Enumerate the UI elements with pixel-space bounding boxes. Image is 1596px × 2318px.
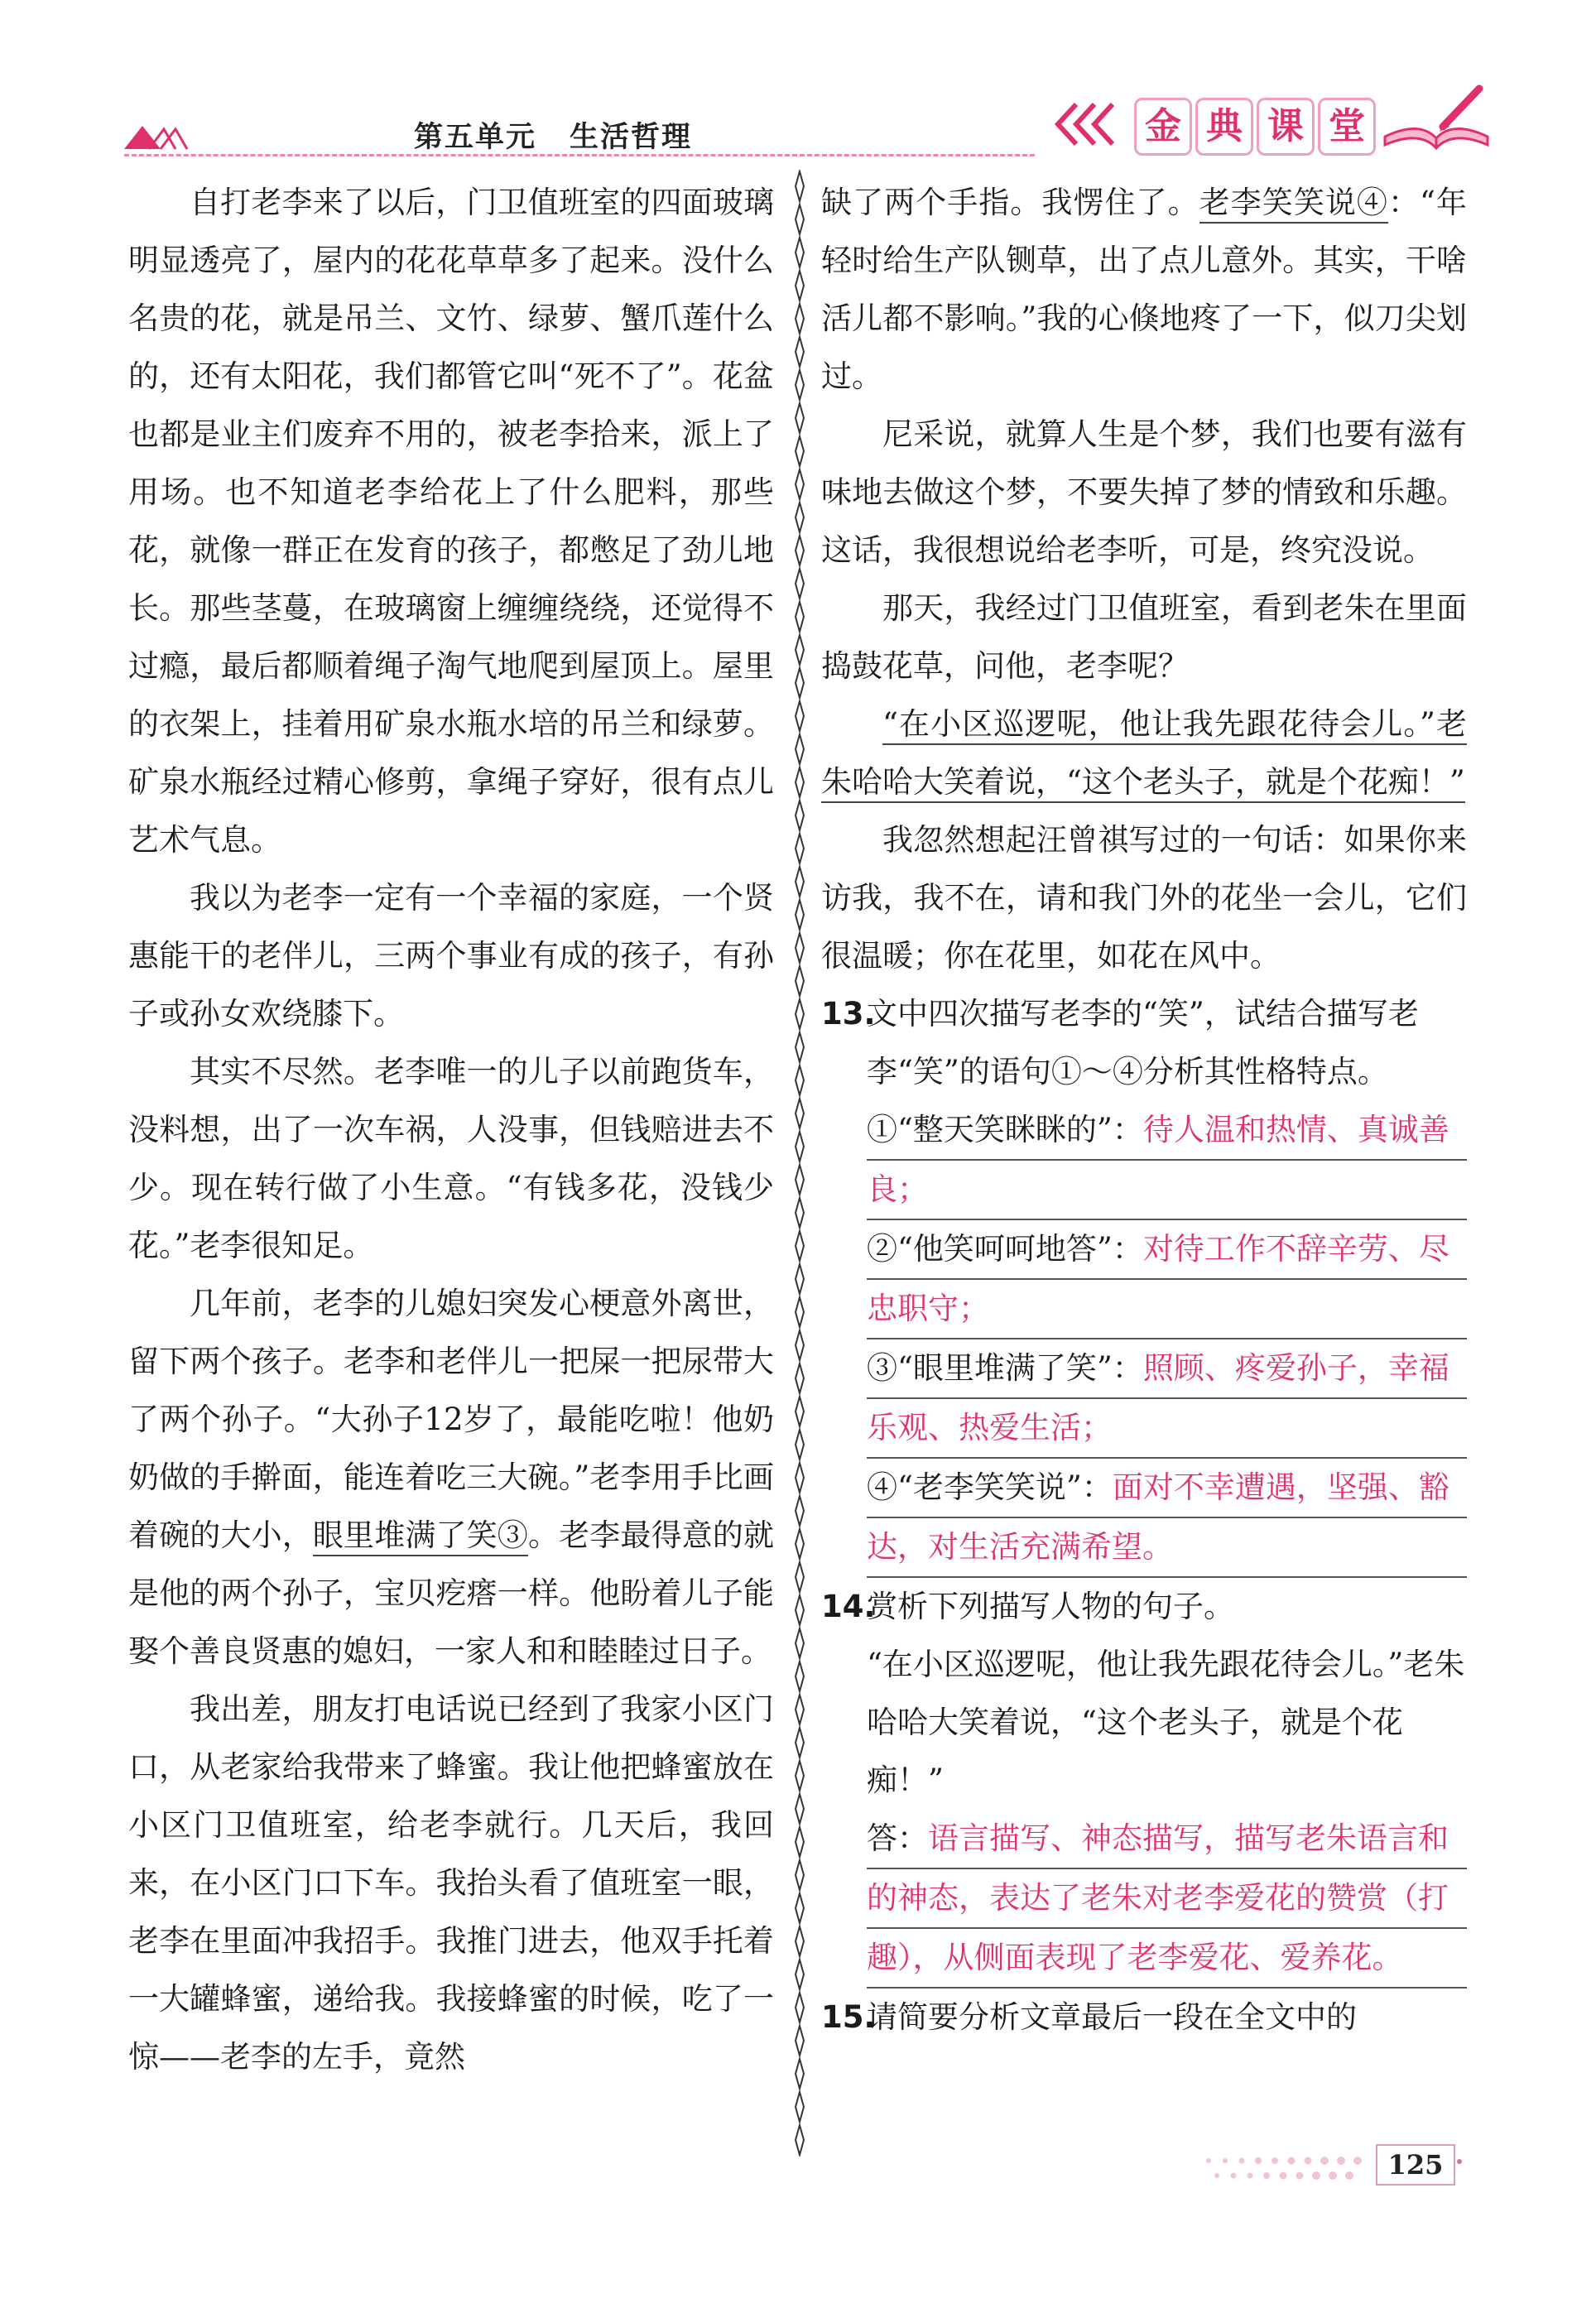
question-13-answers xyxy=(821,1101,1467,1578)
q14-answer-text-2: 的神态，表达了老朱对老李爱花的赞赏（打 xyxy=(867,1880,1449,1916)
q13-item-3-label: ③“眼里堆满了笑”： xyxy=(867,1350,1143,1386)
q13-item-3-answer-cont: 乐观、热爱生活； xyxy=(867,1410,1112,1445)
q13-item-2-line1 xyxy=(867,1220,1467,1280)
q13-item-3-line1 xyxy=(867,1339,1467,1399)
q13-item-3-answer: 照顾、疼爱孙子，幸福 xyxy=(1142,1350,1449,1386)
q14-answer-line2 xyxy=(867,1869,1467,1929)
right-paragraph-1-a: 缺了两个手指。我愣住了。 xyxy=(821,185,1199,220)
q13-item-1-label: ①“整天笑眯眯的”： xyxy=(867,1112,1143,1147)
q14-answer-text-1: 语言描写、神态描写，描写老朱语言和 xyxy=(928,1820,1449,1856)
right-paragraph-4 xyxy=(821,695,1467,811)
right-paragraph-1 xyxy=(821,174,1467,406)
header-unit: 第五单元 xyxy=(414,121,537,154)
question-13-number: 13. xyxy=(821,996,876,1032)
left-paragraph-4 xyxy=(128,1275,774,1681)
question-14-text: 赏析下列描写人物的句子。 xyxy=(867,1589,1234,1624)
column-divider xyxy=(791,170,808,2157)
brand-char-1: 金 xyxy=(1134,98,1192,156)
question-15 xyxy=(821,1989,1467,2046)
brand-char-3: 课 xyxy=(1257,98,1315,156)
q13-item-3-line2 xyxy=(867,1399,1467,1459)
question-15-text: 请简要分析文章最后一段在全文中的 xyxy=(867,1999,1357,2035)
q13-item-2-label: ②“他笑呵呵地答”： xyxy=(867,1231,1143,1267)
page-number: 125 xyxy=(1376,2144,1455,2186)
q13-item-4-label: ④“老李笑笑说”： xyxy=(867,1469,1113,1505)
question-14-number: 14. xyxy=(821,1589,876,1624)
header-title xyxy=(414,114,725,156)
left-paragraph-1: 自打老李来了以后，门卫值班室的四面玻璃明显透亮了，屋内的花花草草多了起来。没什么名贵的花，就是吊兰、文竹、绿萝、蟹爪莲什么的，还有太阳花，我们都管它叫“死不了”。花盆也都是业主们废弃不用的，被老李拾来，派上了用场。也不知道老李给花上了什么肥料，那些花，就像一群正在发育的孩子，都憋足了劲儿地长。那些茎蔓，在玻璃窗上缠缠绕绕，还觉得不过瘾，最后都顺着绳子淘气地爬到屋顶上。屋里的衣架上，挂着用矿泉水瓶水培的吊兰和绿萝。矿泉水瓶经过精心修剪，拿绳子穿好，很有点儿艺术气息。 xyxy=(128,185,774,858)
right-paragraph-1-b: ：“年轻时给生产队铡草，出了点儿意外。其实，干啥活儿都不影响。”我的心倏地疼了一下，似刀尖划过。 xyxy=(821,185,1468,394)
brand-char-2: 典 xyxy=(1195,98,1253,156)
q14-answer-text-3: 趣），从侧面表现了老李爱花、爱养花。 xyxy=(867,1940,1403,1975)
left-paragraph-2: 我以为老李一定有一个幸福的家庭，一个贤惠能干的老伴儿，三两个事业有成的孩子，有孙子或孙女欢绕膝下。 xyxy=(128,880,774,1032)
right-column xyxy=(821,174,1467,2046)
q13-item-1-line2 xyxy=(867,1161,1467,1220)
underlined-quote-3: 眼里堆满了笑③ xyxy=(313,1517,528,1556)
left-paragraph-3: 其实不尽然。老李唯一的儿子以前跑货车，没料想，出了一次车祸，人没事，但钱赔进去不少。现在转行做了小生意。“有钱多花，没钱少花。”老李很知足。 xyxy=(128,1054,774,1263)
q13-item-2-answer-cont: 忠职守； xyxy=(867,1291,989,1326)
q13-item-4-answer: 面对不幸遭遇，坚强、豁 xyxy=(1112,1469,1449,1505)
page-number-dot xyxy=(1457,2159,1462,2164)
question-14-answer xyxy=(821,1810,1467,1989)
left-paragraph-4-b: 。老李最得意的就是他的两个孙子，宝贝疙瘩一样。他盼着儿子能娶个善良贤惠的媳妇，一家人和和睦睦过日子。 xyxy=(128,1517,775,1669)
q14-answer-label: 答： xyxy=(867,1820,928,1856)
q13-item-1-line1 xyxy=(867,1101,1467,1161)
right-paragraph-5: 我忽然想起汪曾祺写过的一句话：如果你来访我，我不在，请和我门外的花坐一会儿，它们很温暖；你在花里，如花在风中。 xyxy=(821,822,1467,974)
q13-item-2-line2 xyxy=(867,1280,1467,1339)
q13-item-1-answer-cont: 良； xyxy=(867,1171,928,1207)
chevrons-icon xyxy=(1051,99,1126,149)
header-triangle-decoration xyxy=(124,123,190,151)
q13-item-4-answer-cont: 达，对生活充满希望。 xyxy=(867,1529,1173,1565)
right-paragraph-3: 那天，我经过门卫值班室，看到老朱在里面捣鼓花草，问他，老李呢？ xyxy=(821,590,1467,684)
q14-answer-line1 xyxy=(867,1810,1467,1869)
brand-char-4: 堂 xyxy=(1318,98,1376,156)
left-paragraph-4-a: 几年前，老李的儿媳妇突发心梗意外离世，留下两个孩子。老李和老伴儿一把屎一把尿带大了两个孙子。“大孙子12岁了，最能吃啦！他奶奶做的手擀面，能连着吃三大碗。”老李用手比画着碗的大小， xyxy=(128,1286,774,1553)
question-13 xyxy=(821,985,1467,1101)
q13-item-2-answer: 对待工作不辞辛劳、尽 xyxy=(1142,1231,1449,1267)
left-column xyxy=(128,174,774,2086)
header-topic: 生活哲理 xyxy=(570,121,693,154)
underlined-quote-laozhu: “在小区巡逻呢，他让我先跟花待会儿。”老朱哈哈大笑着说，“这个老头子，就是个花痴！” xyxy=(821,706,1467,803)
left-paragraph-5: 我出差，朋友打电话说已经到了我家小区门口，从老家给我带来了蜂蜜。我让他把蜂蜜放在小区门卫值班室，给老李就行。几天后，我回来，在小区门口下车。我抬头看了值班室一眼，老李在里面冲我招手。我推门进去，他双手托着一大罐蜂蜜，递给我。我接蜂蜜的时候，吃了一惊——老李的左手，竟然 xyxy=(128,1691,774,2075)
book-pencil-icon xyxy=(1378,79,1494,157)
question-14 xyxy=(821,1578,1467,1636)
header-dashed-rule xyxy=(124,154,1035,156)
footer-dot-pattern xyxy=(1200,2152,1366,2186)
right-paragraph-2: 尼采说，就算人生是个梦，我们也要有滋有味地去做这个梦，不要失掉了梦的情致和乐趣。这话，我很想说给老李听，可是，终究没说。 xyxy=(821,416,1467,568)
question-14-quote: “在小区巡逻呢，他让我先跟花待会儿。”老朱哈哈大笑着说，“这个老头子，就是个花痴！” xyxy=(867,1647,1465,1798)
q13-item-4-line2 xyxy=(867,1518,1467,1578)
question-15-number: 15. xyxy=(821,1999,876,2035)
q13-item-4-line1 xyxy=(867,1459,1467,1518)
q13-item-1-answer: 待人温和热情、真诚善 xyxy=(1142,1112,1449,1147)
q14-answer-line3 xyxy=(867,1929,1467,1989)
question-13-text: 文中四次描写老李的“笑”，试结合描写老李“笑”的语句①～④分析其性格特点。 xyxy=(867,996,1419,1089)
underlined-quote-4: 老李笑笑说④ xyxy=(1199,185,1388,224)
